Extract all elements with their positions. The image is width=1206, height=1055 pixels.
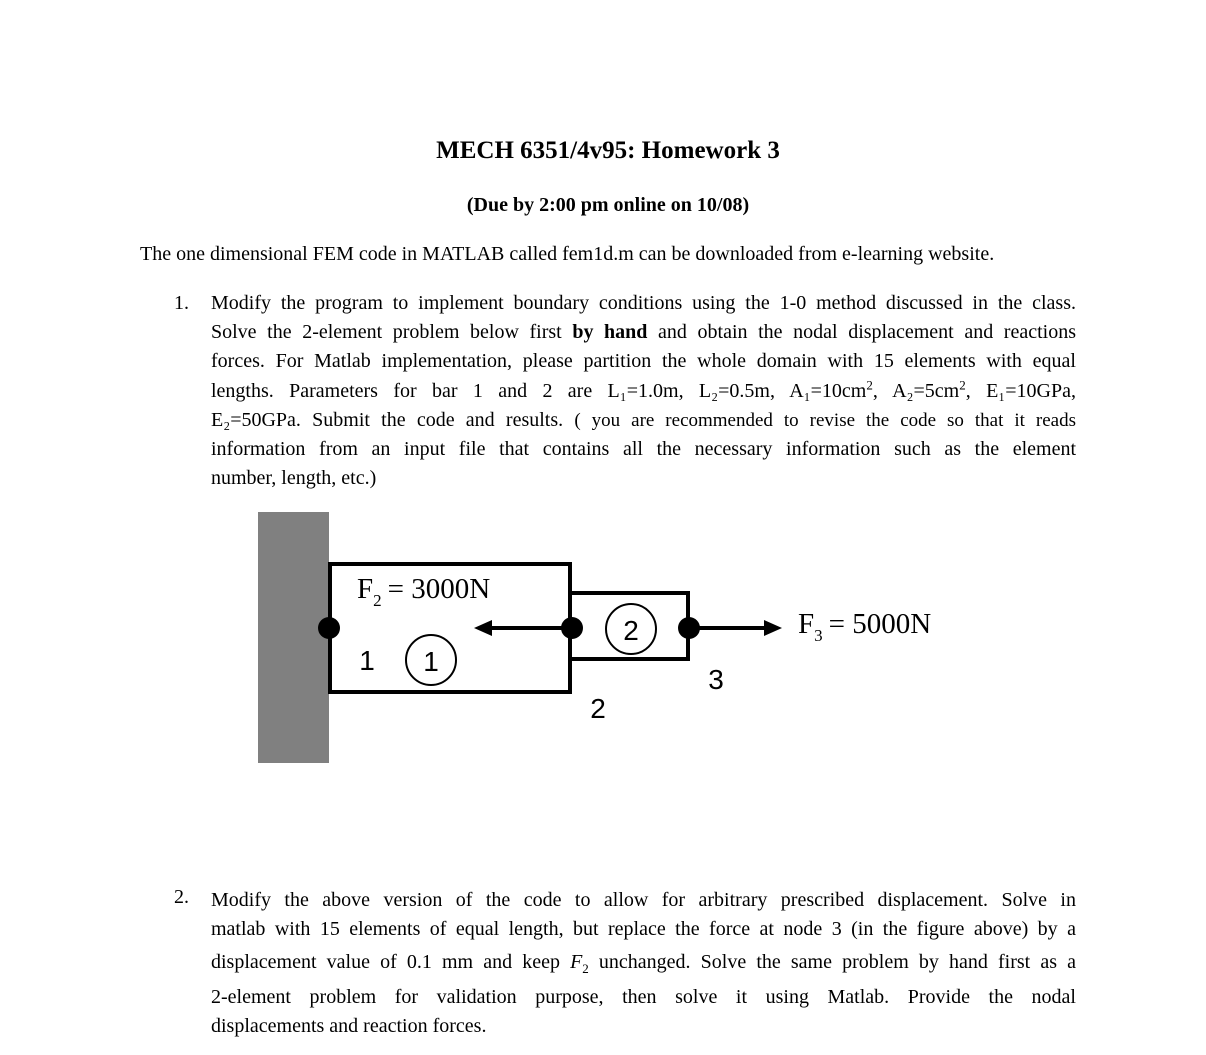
p2-line-4: 2-element problem for validation purpose, then solve it using Matlab. Provide the nodal bbox=[211, 986, 1076, 1008]
by-hand-emphasis: by hand bbox=[572, 321, 648, 344]
p1-line-4: lengths. Parameters for bar 1 and 2 are L₁=1.0m, L₂=0.5m, $A_1=10cm^2$, $A_2=5cm^2$, E₁=10GPa, bbox=[211, 376, 1076, 402]
p1-line-3: forces. For Matlab implementation, please partition the whole domain with 15 elements with equal bbox=[211, 350, 1076, 373]
node-dot-1 bbox=[318, 617, 340, 639]
problem-2 bbox=[174, 886, 1076, 1041]
due-date: (Due by 2:00 pm online on 10/08) bbox=[466, 194, 750, 216]
force-f2-label: $F_2 = 3000N$ bbox=[357, 573, 491, 610]
p1-line-2: Solve the 2-element problem below first by hand and obtain the nodal displacement and reactions bbox=[211, 321, 1076, 344]
node-dot-3 bbox=[678, 617, 700, 639]
p2-line-5: displacements and reaction forces. bbox=[211, 1015, 487, 1037]
p1-line-1: Modify the program to implement boundary conditions using the 1-0 method discussed in the class. bbox=[211, 292, 1076, 314]
p1-line-5: E₂=50GPa. Submit the code and results. ( you are recommended to revise the code so that it reads bbox=[211, 408, 1076, 431]
element-2-label: 2 bbox=[623, 615, 639, 646]
node-dot-2 bbox=[561, 617, 583, 639]
element-1-label: 1 bbox=[423, 646, 439, 677]
homework-title: MECH 6351/4v95: Homework 3 bbox=[436, 137, 780, 164]
p2-line-1: Modify the above version of the code to allow for arbitrary prescribed displacement. Solve in bbox=[211, 889, 1076, 911]
p2-line-3: displacement value of 0.1 mm and keep $F_2$ unchanged. Solve the same problem by hand first as a bbox=[211, 951, 1076, 976]
problem-1 bbox=[174, 289, 1076, 493]
problem-1-number: 1. bbox=[174, 292, 189, 314]
p1-line-6: information from an input file that contains all the necessary information such as the element bbox=[211, 438, 1076, 461]
bar-diagram bbox=[250, 505, 970, 775]
problem-2-number: 2. bbox=[174, 886, 189, 908]
p1-line-7: number, length, etc.) bbox=[211, 467, 377, 490]
node-3-label: 3 bbox=[708, 664, 724, 695]
f2-symbol: F bbox=[570, 951, 583, 973]
p2-line-2: matlab with 15 elements of equal length, but replace the force at node 3 (in the figure above) by a bbox=[211, 918, 1076, 940]
fixed-wall bbox=[258, 512, 329, 763]
force-f3-label: $F_3 = 5000N$ bbox=[798, 608, 932, 645]
node-2-label: 2 bbox=[590, 693, 606, 724]
force-arrow-right-head bbox=[764, 620, 782, 636]
node-1-label: 1 bbox=[359, 645, 375, 676]
intro-paragraph: The one dimensional FEM code in MATLAB called fem1d.m can be downloaded from e-learning website. bbox=[140, 243, 995, 265]
problem-2-text bbox=[211, 886, 1076, 1041]
problem-1-text bbox=[211, 289, 1076, 493]
